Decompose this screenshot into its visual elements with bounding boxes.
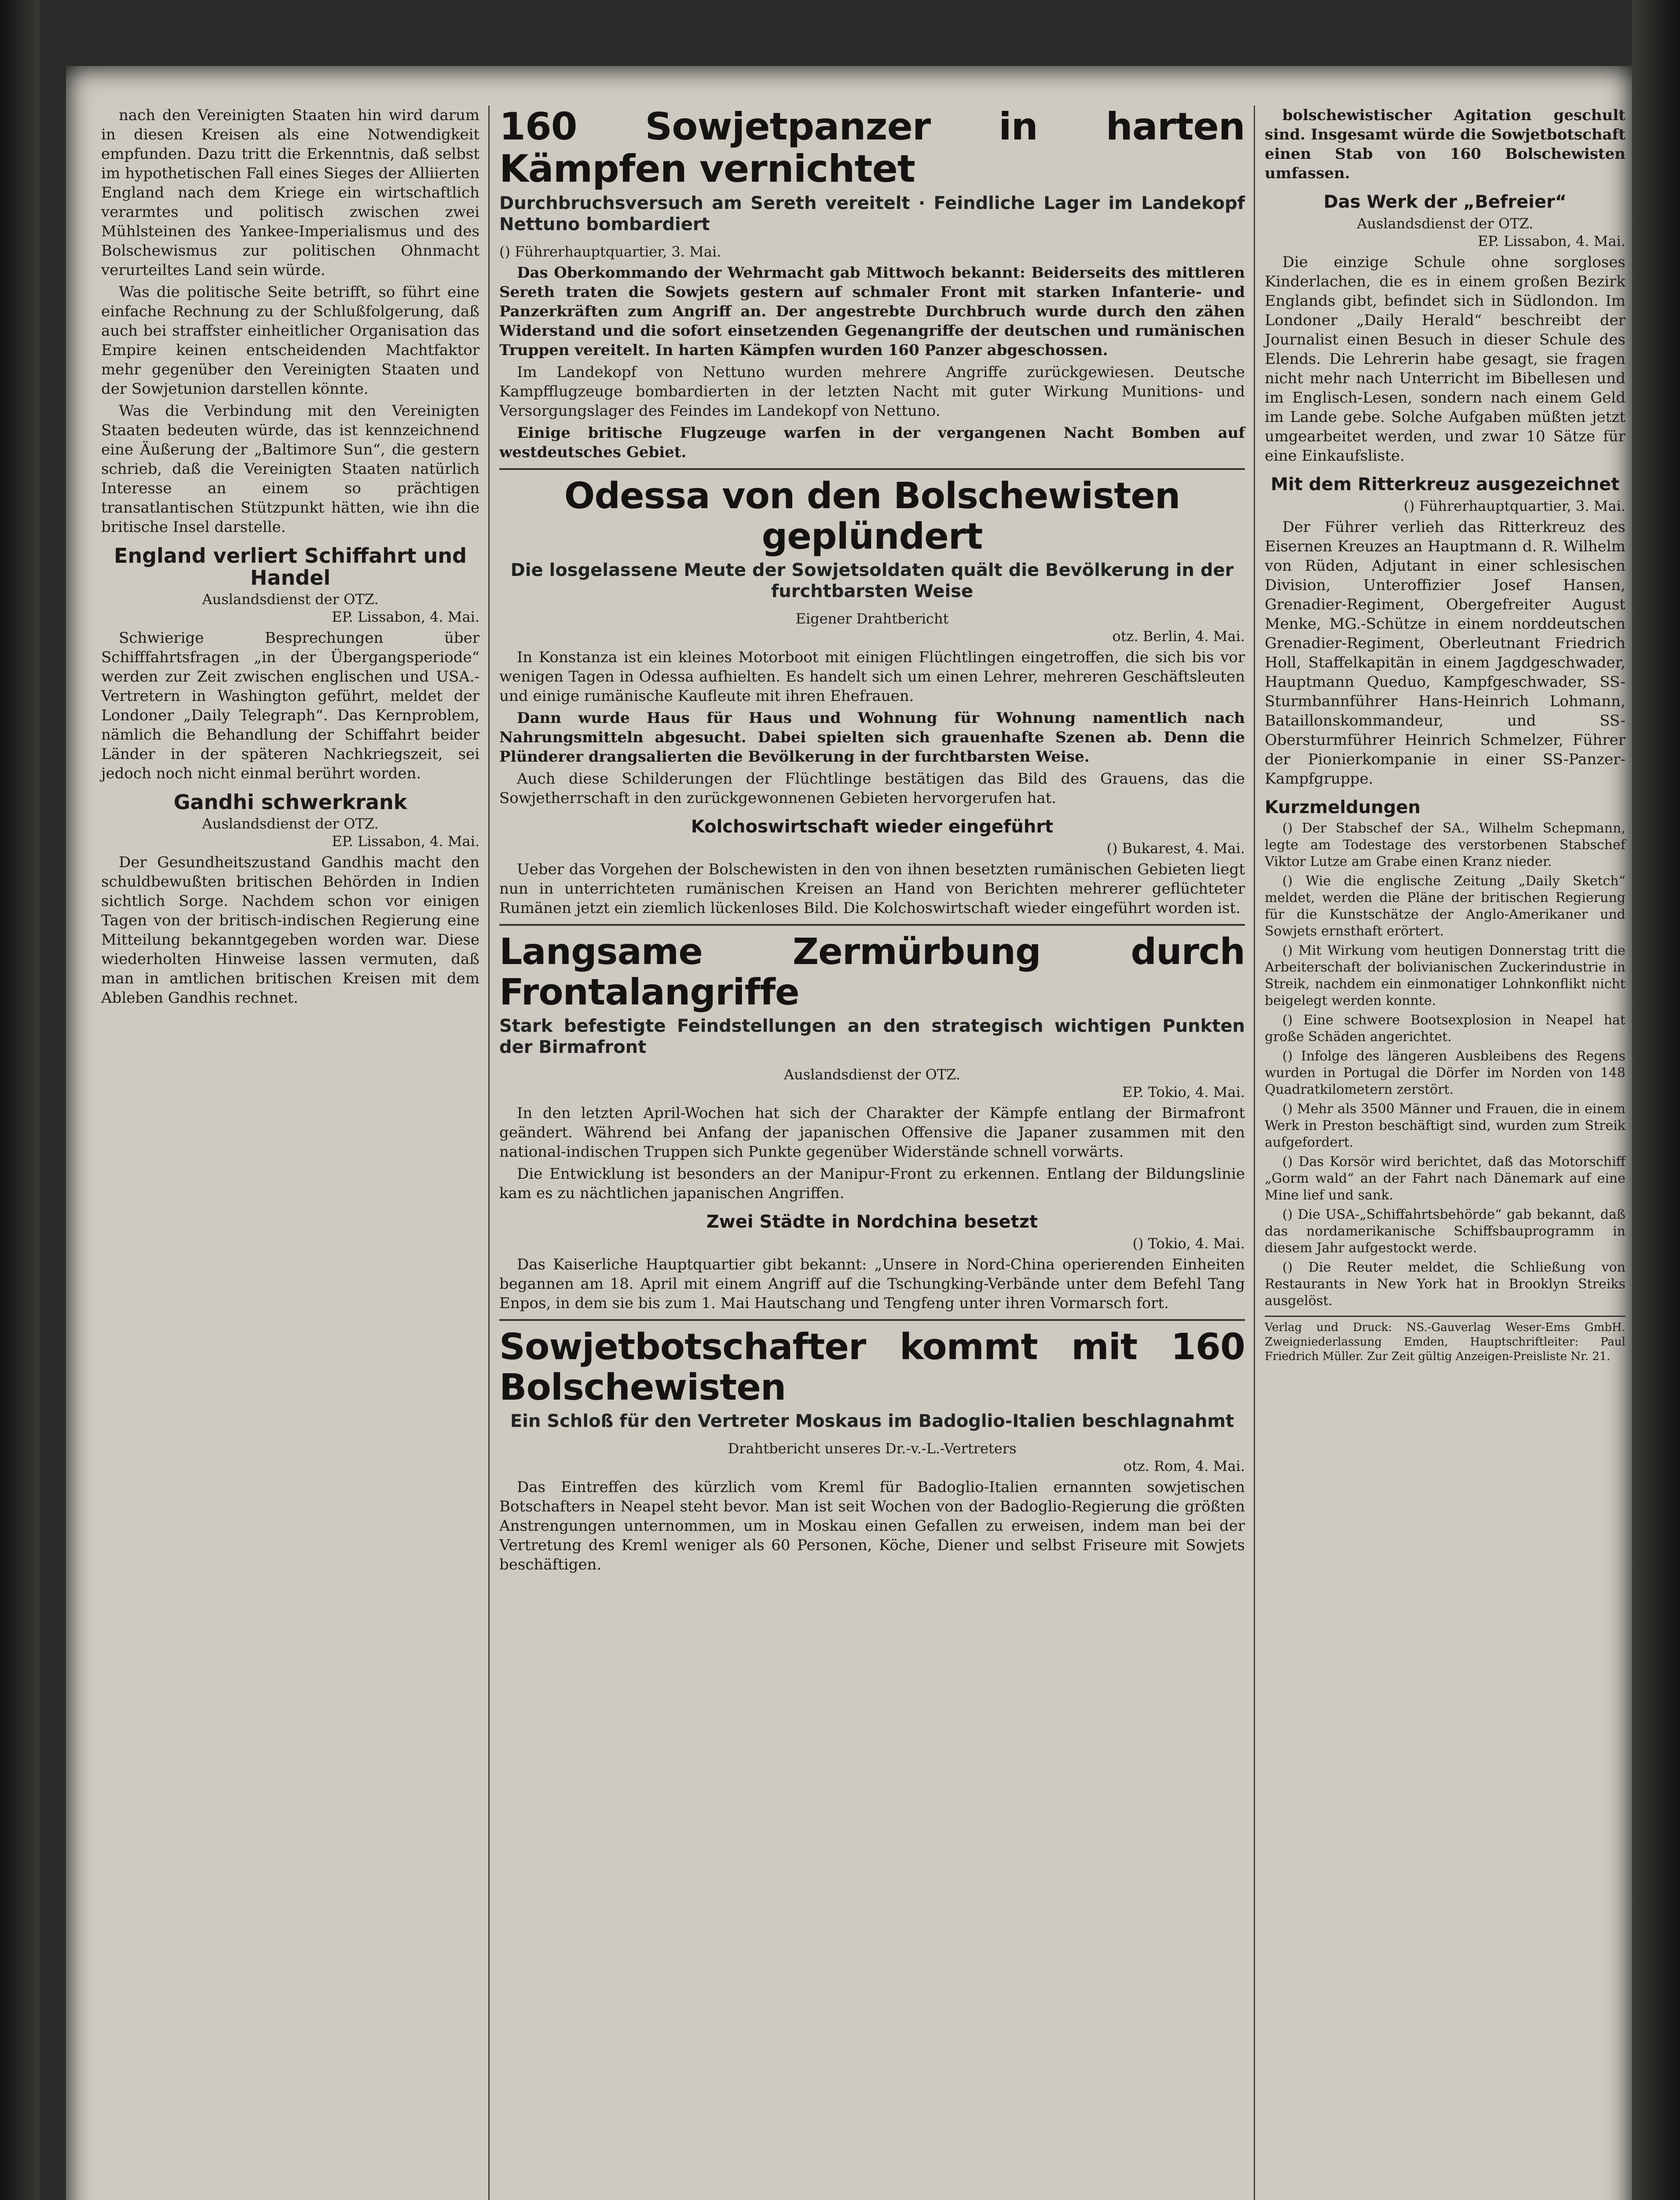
section-divider (499, 924, 1245, 926)
headline-sowjetpanzer: 160 Sowjetpanzer in harten Kämpfen vernichtet (499, 105, 1245, 191)
subheadline: Ein Schloß für den Vertreter Moskaus im Badoglio-Italien beschlagnahmt (510, 1411, 1234, 1431)
dateline: EP. Lissabon, 4. Mai. (1478, 233, 1625, 249)
newspaper-page (66, 66, 1632, 2200)
section-divider (499, 468, 1245, 470)
article-text: Die einzige Schule ohne sorgloses Kinderlachen, die es in einem großen Bezirk Englands gibt, befindet sich in Südlondon. Im Londoner „Daily Herald“ beschreibt der Journalist einen Besuch in dieser Schule des Elends. Die Lehrerin habe gesagt, sie fragen nicht mehr nach Unterricht im Bibellesen und im Englisch-Lesen, sondern nach einem Geld im Lande gebe. Solche Aufgaben müßten jetzt umgearbeitet werden, und zwar 10 Sätze für eine Einkaufsliste. (1265, 253, 1625, 465)
article-text: Ueber das Vorgehen der Bolschewisten in den von ihnen besetzten rumänischen Gebieten liegt nun in unterrichteten rumänischen Kreisen an Hand von Berichten mehrerer geflüchteter Rumänen jetzt ein ziemlich lückenloses Bild. Die Kolchoswirtschaft wieder eingeführt worden ist. (499, 861, 1245, 917)
article-text: In Konstanza ist ein kleines Motorboot mit einigen Flüchtlingen eingetroffen, die sich bis vor wenigen Tagen in Odessa aufhielten. Es handelt sich um einen Lehrer, mehreren Geschäftsleuten und einige rumänische Kaufleute mit ihren Ehefrauen. (499, 649, 1245, 705)
kurzmeldung-item: () Der Stabschef der SA., Wilhelm Schepmann, legte am Todestage des verstorbenen Stabschef Viktor Lutze am Grabe einen Kranz nieder. (1265, 821, 1625, 869)
article-text: Einige britische Flugzeuge warfen in der vergangenen Nacht Bomben auf westdeutsches Gebiet. (499, 424, 1245, 461)
dateline: EP. Tokio, 4. Mai. (1122, 1084, 1245, 1100)
byline: Drahtbericht unseres Dr.-v.-L.-Vertreters (728, 1440, 1017, 1457)
kurzmeldung-item: () Das Korsör wird berichtet, daß das Motorschiff „Gorm wald“ an der Fahrt nach Dänemark auf eine Mine lief und sank. (1265, 1154, 1625, 1203)
article-text: Auch diese Schilderungen der Flüchtlinge bestätigen das Bild des Grauens, das die Sowjetherrschaft in den zurückgewonnenen Gebieten hervorgerufen hat. (499, 770, 1245, 807)
kurzmeldung-item: () Die USA-„Schiffahrtsbehörde“ gab bekannt, daß das nordamerikanische Schiffsbauprogramm in diesem Jahr aufgestockt werde. (1265, 1207, 1625, 1256)
headline-zermuerbung: Langsame Zermürbung durch Frontalangriffe (499, 931, 1245, 1013)
headline-sowjetbotschafter: Sowjetbotschafter kommt mit 160 Bolschewisten (499, 1326, 1245, 1408)
section-divider (499, 1319, 1245, 1321)
article-text: Das Kaiserliche Hauptquartier gibt bekannt: „Unsere in Nord-China operierenden Einheiten begannen am 18. April mit einem Angriff auf die Tschungking-Verbände unter dem Befehl Tang Enpos, in dem sie bis zum 1. Mai Hautschang und Tengfeng unter ihren Vormarsch fort. (499, 1256, 1245, 1312)
scan-right-edge (1632, 0, 1680, 2200)
byline: Auslandsdienst der OTZ. (202, 591, 379, 608)
dateline: EP. Lissabon, 4. Mai. (332, 609, 479, 625)
kurzmeldungen-title: Kurzmeldungen (1265, 797, 1421, 818)
dateline: EP. Lissabon, 4. Mai. (332, 833, 479, 850)
article-title-england: England verliert Schiffahrt und Handel (114, 544, 467, 590)
dateline: () Bukarest, 4. Mai. (1106, 840, 1245, 857)
headline-odessa: Odessa von den Bolschewisten geplündert (564, 475, 1180, 557)
byline: Auslandsdienst der OTZ. (202, 815, 379, 832)
kurzmeldung-item: () Eine schwere Bootsexplosion in Neapel hat große Schäden angerichtet. (1265, 1012, 1625, 1045)
subheadline: Die losgelassene Meute der Sowjetsoldaten quält die Bevölkerung in der furchtbarsten Weise (510, 560, 1234, 601)
subheadline: Stark befestigte Feindstellungen an den strategisch wichtigen Punkten der Birmafront (499, 1016, 1245, 1057)
column-rule (1254, 106, 1255, 2200)
kurzmeldung-item: () Die Reuter meldet, die Schließung von Restaurants in New York hat in Brooklyn Streiks ausgelöst. (1265, 1260, 1625, 1309)
article-text: Dann wurde Haus für Haus und Wohnung für Wohnung namentlich nach Nahrungsmitteln abgesucht. Dabei spielten sich grauenhafte Szenen ab. Denn die Plünderer drangsalierten die Bevölkerung in der furchtbarsten Weise. (499, 709, 1245, 766)
kurzmeldung-item: () Mit Wirkung vom heutigen Donnerstag tritt die Arbeiterschaft der bolivianischen Zuckerindustrie in Streik, nachdem ein einmonatiger Lohnkonflikt nicht beigelegt werden konnte. (1265, 943, 1625, 1008)
dateline: () Führerhauptquartier, 3. Mai. (1403, 498, 1625, 514)
dateline: otz. Rom, 4. Mai. (1123, 1458, 1245, 1474)
article-text: In den letzten April-Wochen hat sich der Charakter der Kämpfe entlang der Birmafront geändert. Während bei Anfang der japanischen Offensive die Japaner zusammen mit den national-indischen Truppen sich Punkte gegenüber Widerstände schnell vorwärts. (499, 1104, 1245, 1161)
kurzmeldung-item: () Mehr als 3500 Männer und Frauen, die in einem Werk in Preston beschäftigt sind, wurden zum Streik aufgefordert. (1265, 1101, 1625, 1150)
byline: Eigener Drahtbericht (795, 610, 949, 627)
article-title-ritterkreuz: Mit dem Ritterkreuz ausgezeichnet (1270, 474, 1620, 495)
col1-paragraph: Was die politische Seite betrifft, so führt eine einfache Rechnung zu der Schlußfolgerung, daß auch bei straffster einheitlicher Organisation das Empire keinen entscheidenden Machtfaktor mehr gegenüber den Vereinigten Staaten und der Sowjetunion darstellen könnte. (101, 283, 479, 398)
lead-paragraph: Das Oberkommando der Wehrmacht gab Mittwoch bekannt: Beiderseits des mittleren Sereth traten die Sowjets gestern auf schmaler Front mit starken Infanterie- und Panzerkräften zum Angriff an. Der angestrebte Durchbruch wurde durch den zähen Widerstand und die sofort einsetzenden Gegenangriffe der deutschen und rumänischen Truppen vereitelt. In harten Kämpfen wurden 160 Panzer abgeschossen. (499, 264, 1245, 359)
column-1 (101, 106, 479, 1010)
continued-text: bolschewistischer Agitation geschult sind. Insgesamt würde die Sowjetbotschaft einen Stab von 160 Bolschewisten umfassen. (1265, 106, 1625, 182)
article-text: Der Führer verlieh das Ritterkreuz des Eisernen Kreuzes an Hauptmann d. R. Wilhelm von Rüden, Adjutant in einer schlesischen Division, Unteroffizier Josef Hansen, Grenadier-Regiment, Obergefreiter August Menke, MG.-Schütze in einem norddeutschen Grenadier-Regiment, Oberleutnant Friedrich Holl, Staffelkapitän in einem Jagdgeschwader, Hauptmann Queduo, Kampfgeschwader, SS-Sturmbannführer Hans-Heinrich Lohmann, Bataillonskommandeur, und SS-Obersturmführer Heinrich Schmelzer, Führer der Pionierkompanie in einer SS-Panzer-Kampfgruppe. (1265, 518, 1625, 788)
column-3 (1265, 106, 1625, 1364)
subheadline: Durchbruchsversuch am Sereth vereitelt · Feindliche Lager im Landekopf Nettuno bombardiert (499, 193, 1245, 235)
article-title-befreier: Das Werk der „Befreier“ (1323, 192, 1567, 212)
col1-paragraph: nach den Vereinigten Staaten hin wird darum in diesen Kreisen als eine Notwendigkeit empfunden. Dazu tritt die Erkenntnis, daß selbst im hypothetischen Fall eines Sieges der Alliierten England nach dem Kriege ein wirtschaftlich verarmtes und politisch zwischen zwei Mühlsteinen des Yankee-Imperialismus und des Bolschewismus zur politischen Ohnmacht verurteiltes Land sein würde. (101, 106, 479, 279)
byline: Auslandsdienst der OTZ. (784, 1066, 960, 1083)
dateline: otz. Berlin, 4. Mai. (1112, 628, 1245, 645)
article-text: Das Eintreffen des kürzlich vom Kreml für Badoglio-Italien ernannten sowjetischen Botschafters in Neapel steht bevor. Man ist seit Wochen von der Badoglio-Regierung die größten Anstrengungen unternommen, um in Moskau einen Gefallen zu erweisen, indem man bei der Vertretung des Kreml weniger als 60 Personen, Köche, Diener und selbst Friseure mit Sowjets beschäftigen. (499, 1478, 1245, 1573)
article-text: Die Entwicklung ist besonders an der Manipur-Front zu erkennen. Entlang der Bildungslinie kam es zu nächtlichen japanischen Angriffen. (499, 1165, 1245, 1202)
article-text: Im Landekopf von Nettuno wurden mehrere Angriffe zurückgewiesen. Deutsche Kampfflugzeuge bombardierten in der letzten Nacht mit guter Wirkung Munitions- und Versorgungslager des Feindes im Landekopf von Nettuno. (499, 363, 1245, 420)
dateline: () Führerhauptquartier, 3. Mai. (499, 243, 721, 260)
imprint: Verlag und Druck: NS.-Gauverlag Weser-Ems GmbH. Zweigniederlassung Emden, Hauptschriftleiter: Paul Friedrich Müller. Zur Zeit gültig Anzeigen-Preisliste Nr. 21. (1265, 1316, 1625, 1364)
article-title-gandhi: Gandhi schwerkrank (173, 790, 407, 814)
byline: Auslandsdienst der OTZ. (1357, 215, 1534, 232)
article-text: Schwierige Besprechungen über Schifffahrtsfragen „in der Übergangsperiode“ werden zur Zeit zwischen englischen und USA.-Vertretern in Washington geführt, meldet der Londoner „Daily Telegraph“. Das Kernproblem, nämlich die Behandlung der Schiffahrt beider Länder in der späteren Nachkriegszeit, sei jedoch noch nicht einmal berührt worden. (101, 629, 479, 782)
kurzmeldung-item: () Infolge des längeren Ausbleibens des Regens wurden in Portugal die Dörfer im Norden von 148 Quadratkilometern zerstört. (1265, 1049, 1625, 1097)
dateline: () Tokio, 4. Mai. (1132, 1235, 1245, 1252)
col1-paragraph: Was die Verbindung mit den Vereinigten Staaten bedeuten würde, das ist kennzeichnend eine Äußerung der „Baltimore Sun“, die gestern schrieb, daß die Vereinigten Staaten natürlich Interesse an einem so prächtigen transatlantischen Stützpunkt hätten, wie ihn die britische Insel darstelle. (101, 402, 479, 536)
column-2 (499, 106, 1245, 1577)
kurzmeldung-item: () Wie die englische Zeitung „Daily Sketch“ meldet, werden die Pläne der britischen Regierung für die Kunstschätze der Anglo-Amerikaner und Sowjets ernsthaft erörtert. (1265, 873, 1625, 939)
column-rule (488, 106, 490, 2200)
subhead-nordchina: Zwei Städte in Nordchina besetzt (706, 1212, 1038, 1232)
subhead-kolchos: Kolchoswirtschaft wieder eingeführt (691, 817, 1054, 837)
kurzmeldungen-section (1265, 796, 1625, 1309)
scan-binding-edge (0, 0, 40, 2200)
article-text: Der Gesundheitszustand Gandhis macht den schuldbewußten britischen Behörden in Indien sichtlich Sorge. Nachdem schon vor einigen Tagen von der britisch-indischen Regierung eine Mitteilung bekanntgegeben worden war. Diese wiederholten Hinweise lassen vermuten, daß man in amtlichen britischen Kreisen mit dem Ableben Gandhis rechnet. (101, 854, 479, 1007)
